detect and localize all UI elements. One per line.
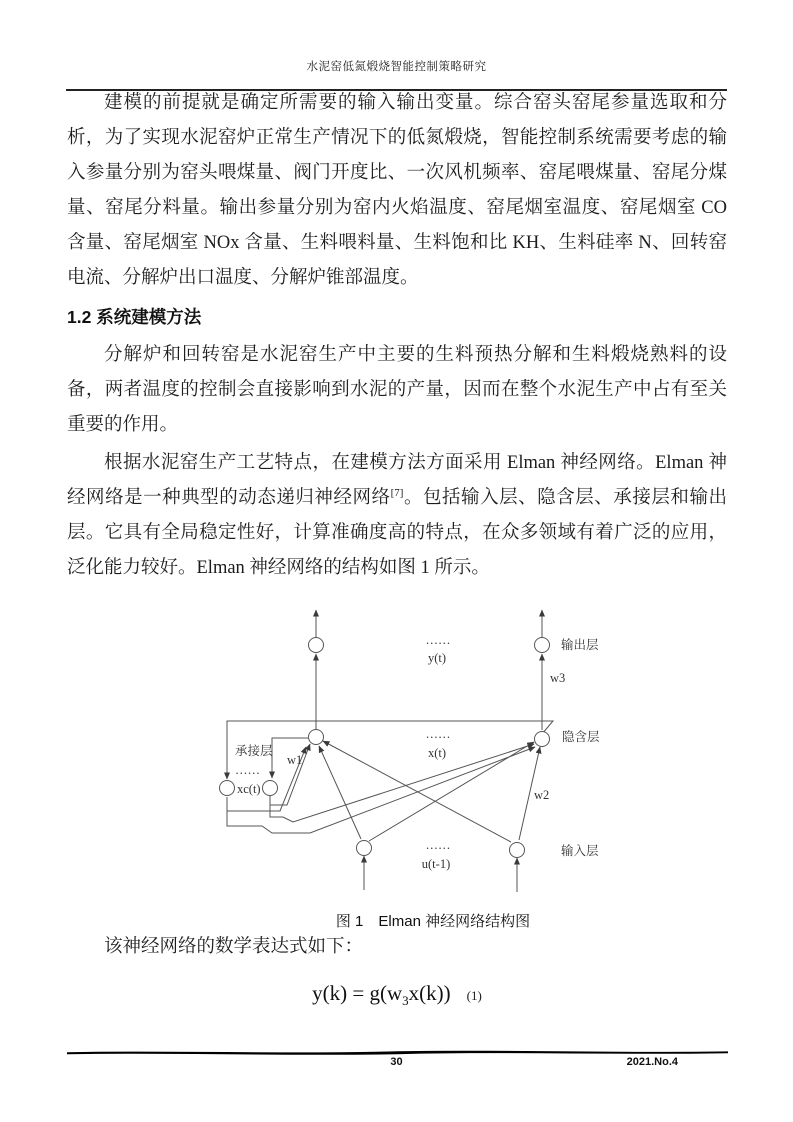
paragraph-3 [67, 446, 727, 586]
issue-label: 2021.No.4 [626, 1056, 678, 1068]
input-row-dots: …… [425, 838, 451, 852]
input-node-left [357, 841, 372, 856]
output-node-right [535, 638, 550, 653]
input-node-right [510, 843, 525, 858]
input-vector-label: u(t-1) [421, 857, 451, 871]
diagram-labels [235, 633, 600, 871]
section-heading: 1.2 系统建模方法 [67, 307, 202, 327]
output-layer-label: 输出层 [561, 638, 599, 652]
running-head-title: 水泥窑低氮煅烧智能控制策略研究 [306, 61, 487, 73]
paragraph-2: 分解炉和回转窑是水泥窑生产中主要的生料预热分解和生料煅烧熟料的设备，两者温度的控制会直接影响到水泥的产量，因而在整个水泥生产中占有至关重要的作用。 [67, 345, 727, 435]
equation-rhs: x(k)) [408, 981, 451, 1005]
equation-lhs: y(k) = g(w [312, 981, 403, 1005]
output-node-left [309, 638, 324, 653]
hidden-node-right [535, 732, 550, 747]
output-vector-label: y(t) [427, 651, 447, 665]
equation-intro: 该神经网络的数学表达式如下： [104, 937, 364, 957]
equation-subscript: 3 [402, 993, 409, 1009]
equation-number: (1) [466, 988, 482, 1003]
w1-label: w1 [287, 753, 303, 767]
w2-label: w2 [534, 788, 550, 802]
context-row-dots: …… [235, 763, 260, 777]
equation-1 [67, 981, 727, 1009]
context-layer-label: 承接层 [235, 744, 273, 758]
elman-network-diagram [140, 598, 660, 898]
context-node-outer [220, 781, 235, 796]
input-layer-label: 输入层 [561, 844, 599, 858]
hidden-row-dots: …… [425, 727, 451, 741]
page-number: 30 [390, 1056, 403, 1068]
paragraph-1: 建模的前提就是确定所需要的输入输出变量。综合窑头窑尾参量选取和分析，为了实现水泥窑炉正常生产情况下的低氮煅烧，智能控制系统需要考虑的输入参量分别为窑头喂煤量、阀门开度比、一次风机频率、窑尾喂煤量、窑尾分煤量、窑尾分料量。输出参量分别为窑内火焰温度、窑尾烟室温度、窑尾烟室 CO 含量、窑尾烟室 NOx 含量、生料喂料量、生料饱和比 KH、生料硅率 N、回转窑电流、分解炉出口温度、分解炉锥部温度。 [67, 93, 727, 288]
citation-ref-7: [7] [390, 486, 404, 499]
output-row-dots: …… [425, 633, 451, 647]
hidden-vector-label: x(t) [427, 746, 447, 760]
figure-1-caption: 图 1 Elman 神经网络结构图 [335, 913, 531, 930]
context-vector-label: xc(t) [237, 782, 261, 796]
paragraph-3-text: 根据水泥窑生产工艺特点，在建模方法方面采用 Elman 神经网络。Elman 神经网络是一种典型的动态递归神经网络 [67, 453, 727, 508]
context-node-inner [263, 781, 278, 796]
w3-label: w3 [550, 671, 566, 685]
hidden-node-left [309, 730, 324, 745]
connection-lines [227, 610, 553, 892]
hidden-layer-label: 隐含层 [562, 730, 600, 744]
paragraph-3-text-cont: 。包括输入层、隐含层、承接层和输出层。它具有全局稳定性好，计算准确度高的特点，在众多领域有着广泛的应用，泛化能力较好。Elman 神经网络的结构如图 1 所示。 [67, 488, 727, 578]
